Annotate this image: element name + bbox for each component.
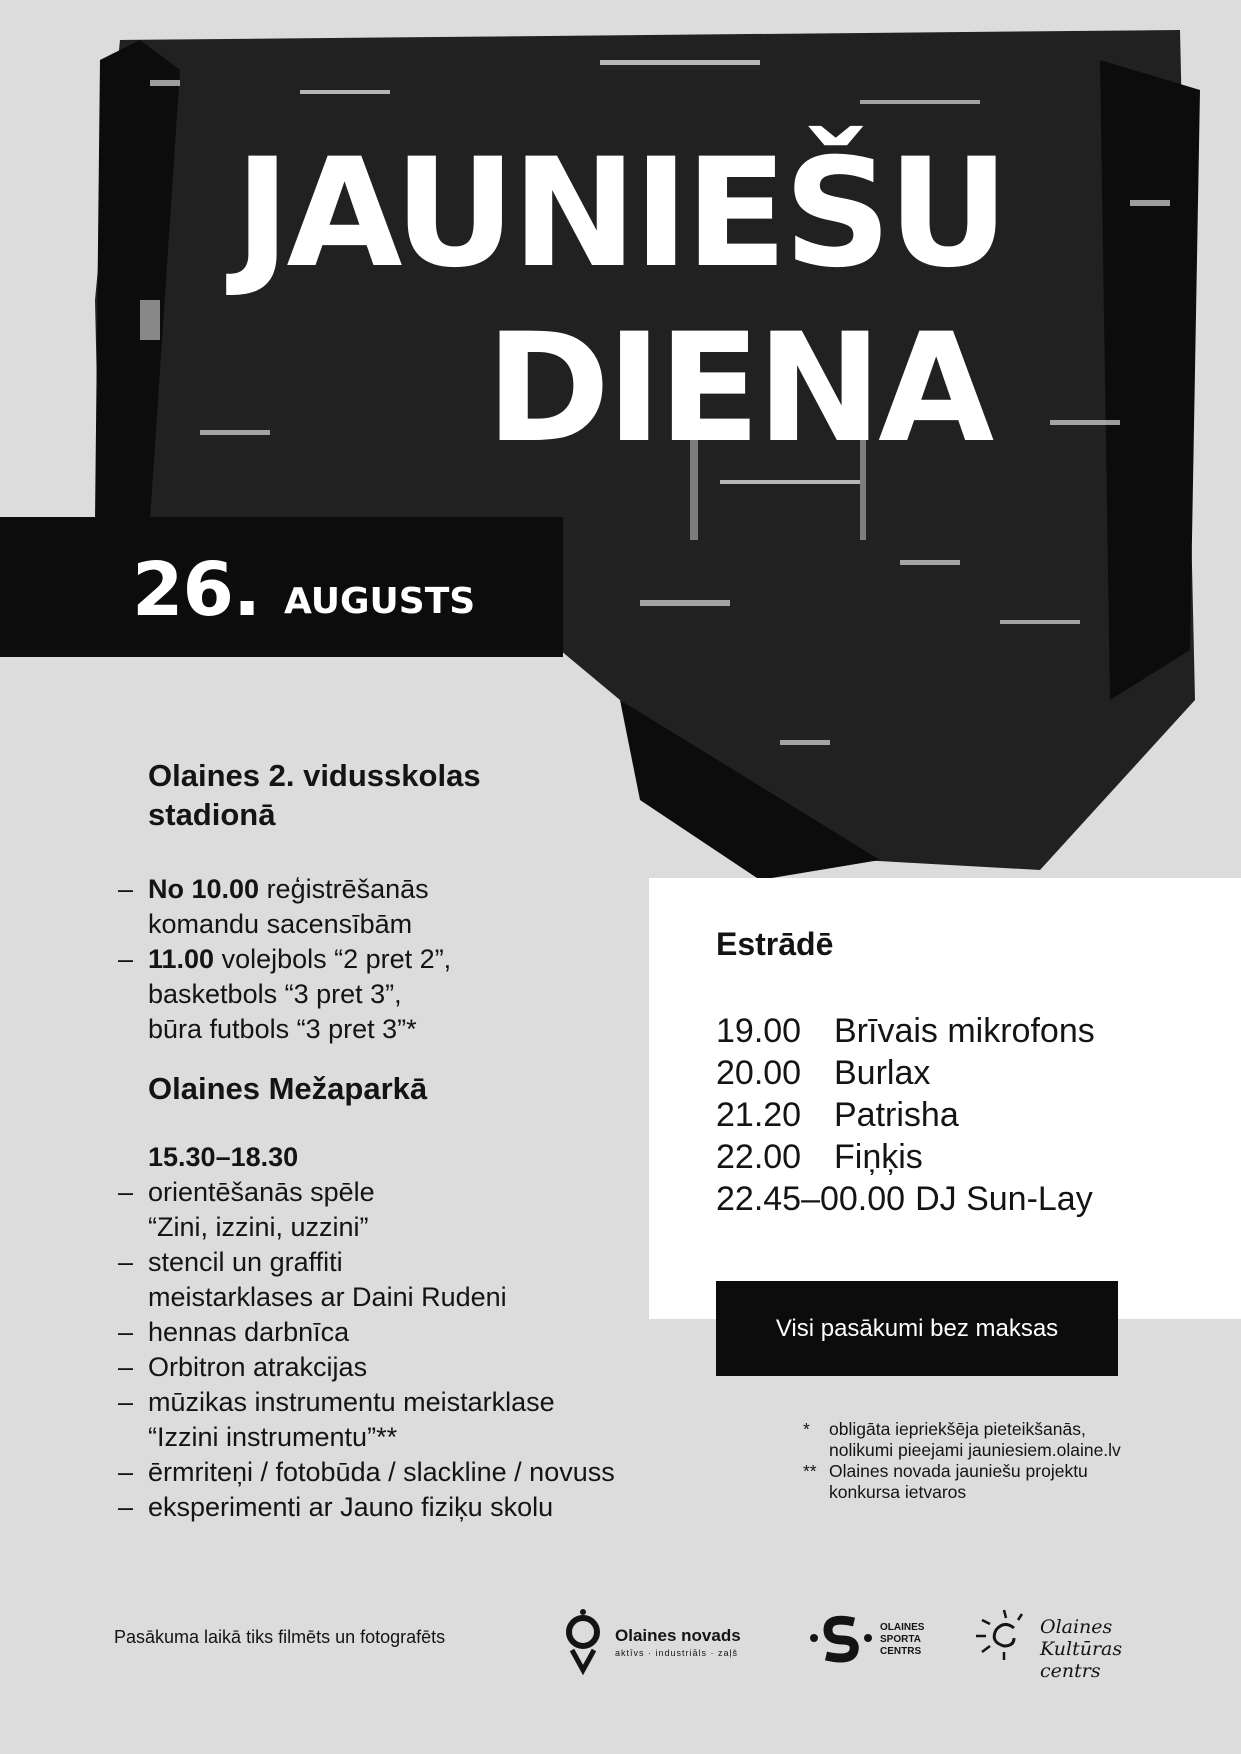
footnote: ** Olaines novada jauniešu projektu konkursa ietvaros: [803, 1461, 1088, 1502]
list-item: – 11.00 volejbols “2 pret 2”, basketbols “3 pret 3”, būra futbols “3 pret 3”*: [118, 944, 452, 1044]
olaines-sporta-centrs-logo: OLAINES SPORTA CENTRS: [808, 1610, 938, 1670]
schedule-row: 19.00 Brīvais mikrofons: [716, 1012, 1095, 1050]
list-item: – eksperimenti ar Jauno fiziķu skolu: [118, 1492, 554, 1522]
list-item: – ērmriteņi / fotobūda / slackline / novuss: [118, 1457, 615, 1487]
title-line1: JAUNIEŠU: [234, 127, 1006, 301]
date-banner: [0, 517, 563, 657]
filming-notice: Pasākuma laikā tiks filmēts un fotografēts: [114, 1627, 446, 1647]
footnotes: [803, 1419, 1121, 1503]
date-day: 26.: [132, 547, 261, 633]
title-line2: DIENA: [485, 302, 991, 476]
event-title: [0, 0, 1241, 480]
olaines-novads-logo: Olaines novads aktīvs · industriāls · zaļš: [560, 1606, 760, 1676]
olaines-kulturas-centrs-logo: Olaines Kultūras centrs: [974, 1606, 1174, 1666]
stage-panel: [649, 878, 1241, 1319]
schedule-row: 22.45–00.00 DJ Sun-Lay: [716, 1180, 1093, 1218]
stage-schedule: [716, 1010, 1095, 1220]
date-month: AUGUSTS: [284, 581, 476, 622]
footnote: * obligāta iepriekšēja pieteikšanās, nolikumi pieejami jauniesiem.olaine.lv: [803, 1419, 1121, 1460]
list-item: – No 10.00 reģistrēšanās komandu sacensībām: [118, 874, 429, 939]
list-item: – mūzikas instrumentu meistarklase “Izzini instrumentu”**: [118, 1387, 555, 1452]
schedule-row: 22.00 Fiņķis: [716, 1138, 923, 1176]
sport-s-icon: [808, 1610, 874, 1666]
free-entry-banner: Visi pasākumi bez maksas: [716, 1281, 1118, 1376]
park-time: 15.30–18.30: [148, 1142, 299, 1172]
list-item: – stencil un graffiti meistarklases ar Daini Rudeni: [118, 1247, 507, 1312]
list-item: – orientēšanās spēle “Zini, izzini, uzzini”: [118, 1177, 375, 1242]
stadium-heading: Olaines 2. vidusskolas stadionā: [148, 758, 481, 832]
location-pin-icon: [560, 1606, 606, 1676]
stage-heading: Estrādē: [716, 926, 834, 962]
park-heading: Olaines Mežaparkā: [148, 1071, 428, 1106]
schedule-row: 21.20 Patrisha: [716, 1096, 959, 1134]
sun-icon: [974, 1606, 1036, 1662]
schedule-row: 20.00 Burlax: [716, 1054, 931, 1092]
list-item: – Orbitron atrakcijas: [118, 1352, 368, 1382]
list-item: – hennas darbnīca: [118, 1317, 350, 1347]
